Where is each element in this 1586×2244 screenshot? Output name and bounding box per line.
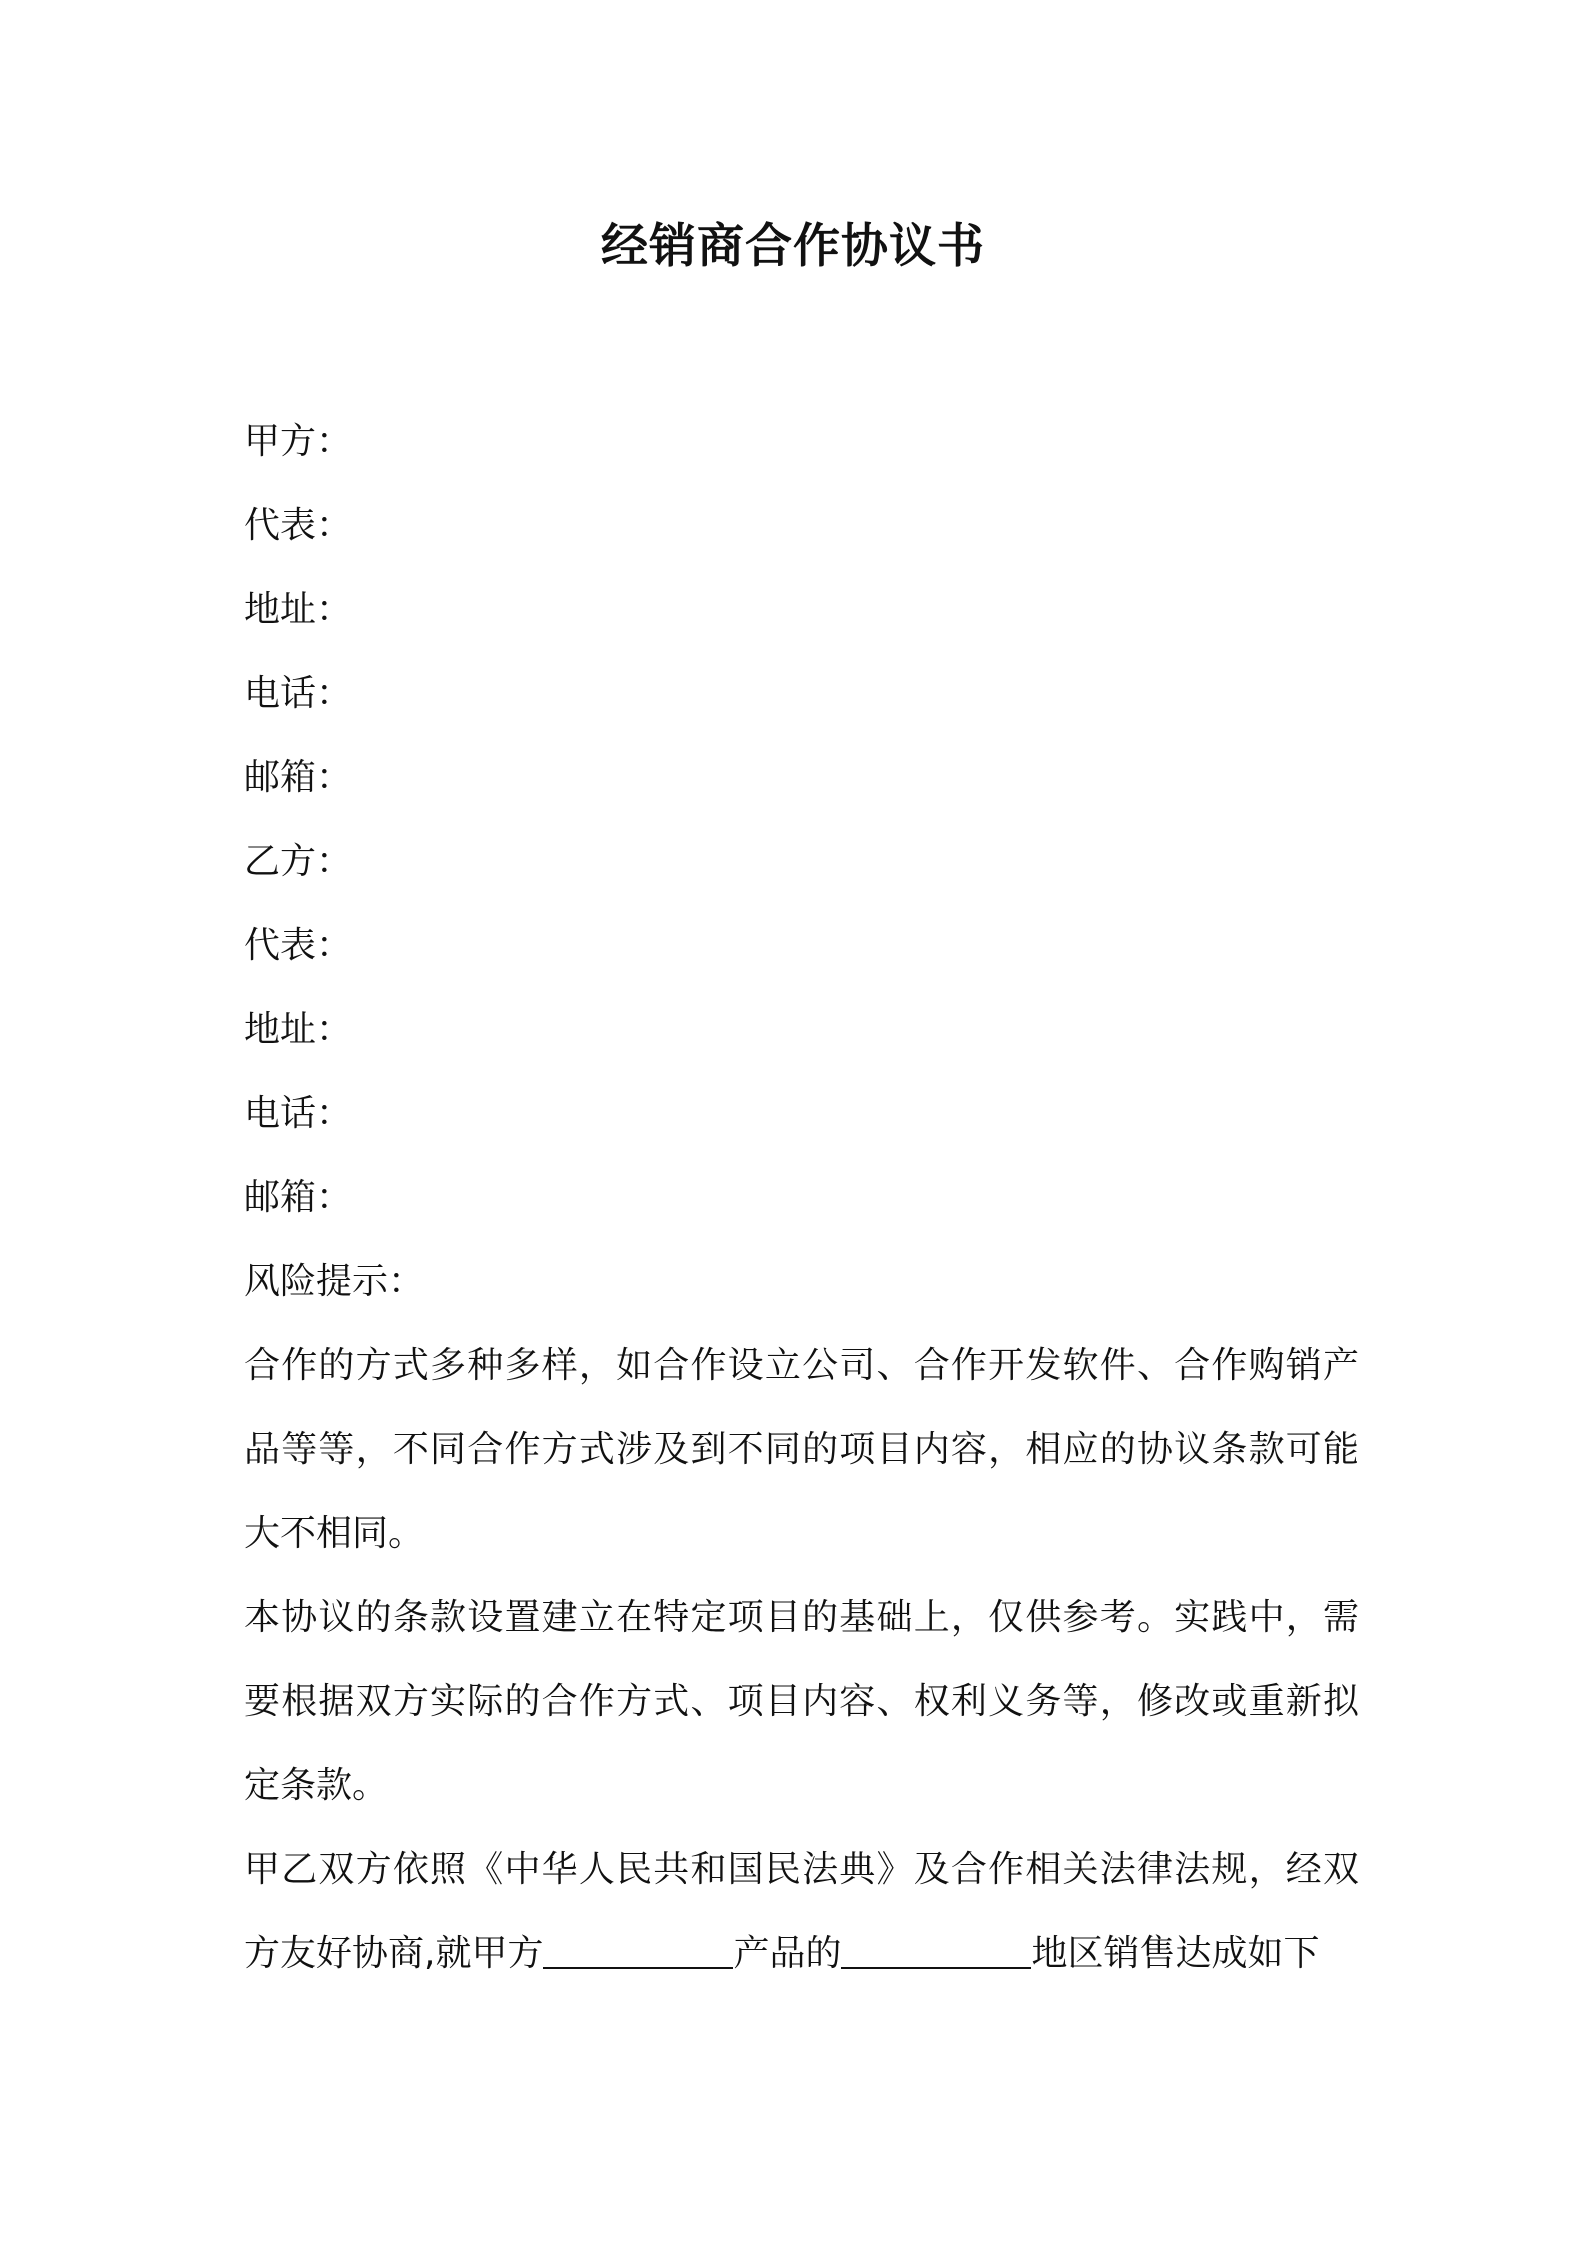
document-title: 经销商合作协议书 [601, 219, 985, 274]
product-blank-field[interactable] [543, 1931, 733, 1969]
party-b-representative-label: 代表： [244, 925, 353, 966]
agreement-intro-text-1: 甲乙双方依照《中华人民共和国民法典》及合作相关法律法规，经双方友好协商,就甲方 [244, 1849, 1359, 1974]
risk-paragraph-1: 合作的方式多种多样，如合作设立公司、合作开发软件、合作购销产品等等，不同合作方式涉及到不同的项目内容，相应的协议条款可能大不相同。 [244, 1345, 1359, 1554]
party-a-email-label: 邮箱： [244, 757, 353, 798]
party-a-label: 甲方： [244, 421, 353, 462]
party-a-address-label: 地址： [244, 589, 353, 630]
party-b-email-label: 邮箱： [244, 1177, 353, 1218]
region-blank-field[interactable] [841, 1931, 1031, 1969]
party-a-phone-label: 电话： [244, 673, 353, 714]
risk-heading: 风险提示： [244, 1261, 425, 1302]
agreement-intro-paragraph [244, 1828, 1359, 1996]
agreement-intro-text-3: 地区销售达成如下 [1031, 1933, 1320, 1974]
party-b-phone-label: 电话： [244, 1093, 353, 1134]
risk-paragraph-2: 本协议的条款设置建立在特定项目的基础上，仅供参考。实践中，需要根据双方实际的合作方式、项目内容、权利义务等，修改或重新拟定条款。 [244, 1597, 1359, 1806]
party-a-representative-label: 代表： [244, 505, 353, 546]
document-body [244, 400, 1359, 1996]
party-b-address-label: 地址： [244, 1009, 353, 1050]
party-b-label: 乙方： [244, 841, 353, 882]
agreement-intro-text-2: 产品的 [733, 1933, 842, 1974]
